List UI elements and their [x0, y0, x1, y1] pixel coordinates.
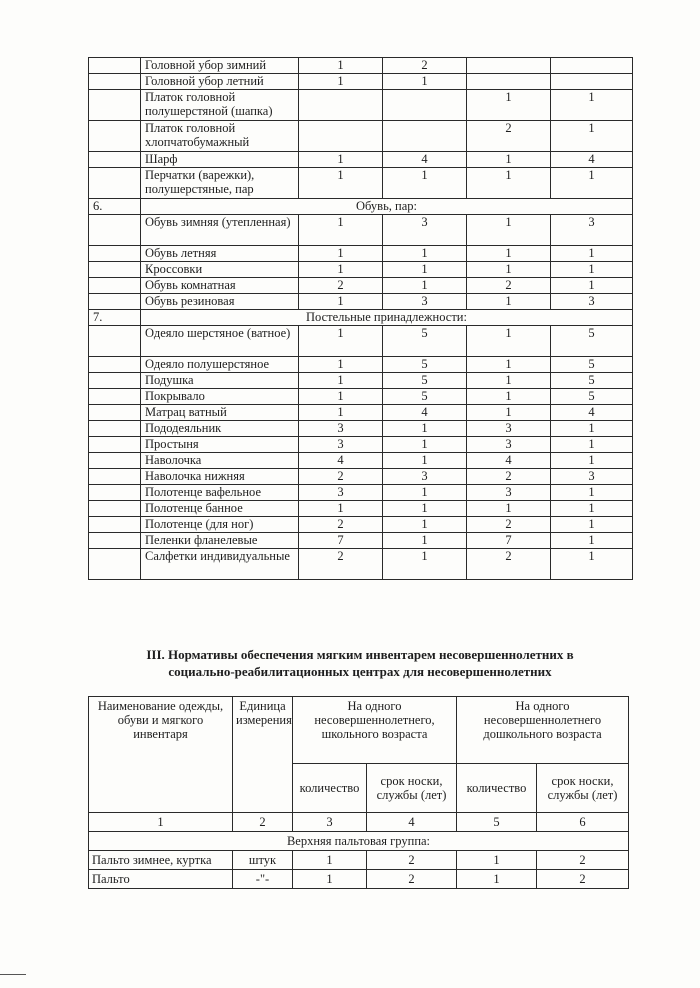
row-number — [89, 405, 141, 421]
item-value: 2 — [467, 121, 551, 152]
item-value: 1 — [551, 90, 633, 121]
item-value: 3 — [551, 294, 633, 310]
table-row — [89, 262, 633, 278]
header-unit: Единица измерения — [233, 697, 293, 813]
item-unit: -"- — [233, 870, 293, 889]
row-number — [89, 549, 141, 580]
section-number: 7. — [89, 310, 141, 326]
item-value: 1 — [299, 74, 383, 90]
item-value: 1 — [467, 389, 551, 405]
social-rehab-norms-table — [88, 696, 629, 889]
row-number — [89, 168, 141, 199]
table-row — [89, 152, 633, 168]
item-name: Пальто зимнее, куртка — [89, 851, 233, 870]
row-number — [89, 437, 141, 453]
table-row — [89, 501, 633, 517]
item-value: 1 — [551, 246, 633, 262]
item-value: 1 — [299, 58, 383, 74]
row-number — [89, 262, 141, 278]
item-value: 1 — [467, 152, 551, 168]
table-row — [89, 549, 633, 580]
item-name: Полотенце банное — [141, 501, 299, 517]
col-num: 3 — [293, 813, 367, 832]
item-value: 1 — [383, 549, 467, 580]
table-row — [89, 326, 633, 357]
col-num: 6 — [537, 813, 629, 832]
row-number — [89, 121, 141, 152]
item-value: 1 — [299, 168, 383, 199]
item-name: Шарф — [141, 152, 299, 168]
item-value: 3 — [467, 485, 551, 501]
subheader-qty-preschool: количество — [457, 764, 537, 813]
item-value: 1 — [299, 373, 383, 389]
item-value: 1 — [551, 168, 633, 199]
item-name: Обувь зимняя (утепленная) — [141, 215, 299, 246]
item-value: 2 — [367, 870, 457, 889]
item-value: 1 — [467, 168, 551, 199]
row-number — [89, 90, 141, 121]
item-name: Полотенце (для ног) — [141, 517, 299, 533]
item-value — [299, 121, 383, 152]
row-number — [89, 278, 141, 294]
row-number — [89, 215, 141, 246]
table-row — [89, 517, 633, 533]
item-value: 2 — [367, 851, 457, 870]
section-number: 6. — [89, 199, 141, 215]
item-value: 1 — [467, 90, 551, 121]
table-row — [89, 453, 633, 469]
item-value: 1 — [299, 501, 383, 517]
item-value: 1 — [467, 294, 551, 310]
section-title: Обувь, пар: — [141, 199, 633, 215]
row-number — [89, 357, 141, 373]
row-number — [89, 74, 141, 90]
item-value — [299, 90, 383, 121]
subheader-qty-school: количество — [293, 764, 367, 813]
item-name: Головной убор летний — [141, 74, 299, 90]
item-value: 1 — [551, 517, 633, 533]
item-name: Покрывало — [141, 389, 299, 405]
table-row — [89, 421, 633, 437]
item-value: 2 — [537, 870, 629, 889]
item-value: 4 — [383, 405, 467, 421]
item-value: 1 — [383, 421, 467, 437]
subheader-term-school: срок носки, службы (лет) — [367, 764, 457, 813]
item-value: 4 — [551, 405, 633, 421]
item-value: 3 — [467, 421, 551, 437]
item-value: 1 — [299, 357, 383, 373]
item-value: 1 — [383, 517, 467, 533]
item-value — [383, 121, 467, 152]
item-name: Одеяло полушерстяное — [141, 357, 299, 373]
header-row — [89, 697, 629, 764]
clothing-norms-table-continued — [88, 57, 633, 580]
table-row — [89, 246, 633, 262]
item-name: Перчатки (варежки), полушерстяные, пар — [141, 168, 299, 199]
table-row — [89, 533, 633, 549]
group-title: Верхняя пальтовая группа: — [89, 832, 629, 851]
heading-line-1: III. Нормативы обеспечения мягким инвентарем несовершеннолетних в — [146, 647, 574, 662]
header-school-age: На одного несовершеннолетнего, школьного возраста — [293, 697, 457, 764]
item-value: 3 — [551, 215, 633, 246]
table-row — [89, 168, 633, 199]
item-value: 1 — [293, 870, 367, 889]
item-name: Обувь резиновая — [141, 294, 299, 310]
col-num: 2 — [233, 813, 293, 832]
item-value: 2 — [467, 549, 551, 580]
row-number — [89, 326, 141, 357]
item-value: 5 — [383, 357, 467, 373]
table-row — [89, 357, 633, 373]
item-value: 3 — [299, 485, 383, 501]
item-name: Головной убор зимний — [141, 58, 299, 74]
table-row — [89, 485, 633, 501]
item-name: Платок головной хлопчатобумажный — [141, 121, 299, 152]
item-value: 7 — [299, 533, 383, 549]
item-value — [467, 74, 551, 90]
item-name: Подушка — [141, 373, 299, 389]
item-value: 1 — [383, 453, 467, 469]
item-value: 4 — [467, 453, 551, 469]
item-value: 1 — [551, 485, 633, 501]
row-number — [89, 533, 141, 549]
item-name: Пододеяльник — [141, 421, 299, 437]
item-value: 3 — [551, 469, 633, 485]
item-value: 1 — [299, 262, 383, 278]
table-row — [89, 437, 633, 453]
item-name: Салфетки индивидуальные — [141, 549, 299, 580]
item-value: 3 — [383, 215, 467, 246]
item-value: 1 — [383, 262, 467, 278]
item-value: 1 — [467, 215, 551, 246]
item-value: 3 — [299, 437, 383, 453]
item-value: 1 — [299, 152, 383, 168]
item-value: 2 — [299, 278, 383, 294]
table-row — [89, 405, 633, 421]
subheader-term-preschool: срок носки, службы (лет) — [537, 764, 629, 813]
item-value: 1 — [383, 168, 467, 199]
section-row — [89, 310, 633, 326]
item-value: 1 — [299, 405, 383, 421]
group-row — [89, 832, 629, 851]
row-number — [89, 58, 141, 74]
table-row — [89, 58, 633, 74]
row-number — [89, 421, 141, 437]
row-number — [89, 469, 141, 485]
item-value: 1 — [457, 870, 537, 889]
table-row — [89, 121, 633, 152]
row-number — [89, 501, 141, 517]
item-value — [551, 74, 633, 90]
item-value: 5 — [551, 389, 633, 405]
item-name: Матрац ватный — [141, 405, 299, 421]
item-value: 5 — [383, 326, 467, 357]
row-number — [89, 453, 141, 469]
header-preschool-age: На одного несовершеннолетнего дошкольного возраста — [457, 697, 629, 764]
item-name: Одеяло шерстяное (ватное) — [141, 326, 299, 357]
row-number — [89, 294, 141, 310]
item-value: 1 — [467, 405, 551, 421]
table-row — [89, 389, 633, 405]
item-value: 1 — [467, 246, 551, 262]
item-value: 1 — [467, 262, 551, 278]
item-name: Пеленки фланелевые — [141, 533, 299, 549]
item-value: 1 — [551, 421, 633, 437]
item-value: 5 — [551, 326, 633, 357]
item-value: 1 — [467, 357, 551, 373]
table-row — [89, 851, 629, 870]
table-row — [89, 870, 629, 889]
margin-mark — [0, 974, 26, 975]
item-value: 1 — [551, 533, 633, 549]
item-value: 5 — [551, 373, 633, 389]
item-value: 5 — [383, 373, 467, 389]
item-value: 1 — [383, 533, 467, 549]
item-value: 2 — [467, 517, 551, 533]
table-row — [89, 90, 633, 121]
item-name: Наволочка — [141, 453, 299, 469]
item-name: Обувь летняя — [141, 246, 299, 262]
item-value: 3 — [467, 437, 551, 453]
item-value: 3 — [383, 294, 467, 310]
col-num: 5 — [457, 813, 537, 832]
item-value: 1 — [551, 278, 633, 294]
header-name: Наименование одежды, обуви и мягкого инвентаря — [89, 697, 233, 813]
row-number — [89, 152, 141, 168]
item-value: 1 — [551, 453, 633, 469]
item-value: 4 — [299, 453, 383, 469]
row-number — [89, 389, 141, 405]
col-num: 1 — [89, 813, 233, 832]
table-row — [89, 294, 633, 310]
section-heading — [100, 646, 620, 680]
item-value: 1 — [467, 373, 551, 389]
item-name: Кроссовки — [141, 262, 299, 278]
item-name: Простыня — [141, 437, 299, 453]
item-name: Обувь комнатная — [141, 278, 299, 294]
item-value: 7 — [467, 533, 551, 549]
item-value: 1 — [299, 215, 383, 246]
row-number — [89, 373, 141, 389]
item-value: 1 — [383, 278, 467, 294]
item-value: 1 — [293, 851, 367, 870]
item-value: 1 — [551, 262, 633, 278]
item-value — [551, 58, 633, 74]
item-value: 1 — [551, 121, 633, 152]
item-value: 5 — [383, 389, 467, 405]
item-value: 2 — [383, 58, 467, 74]
item-value: 1 — [551, 437, 633, 453]
table-row — [89, 215, 633, 246]
section-row — [89, 199, 633, 215]
item-value: 1 — [551, 549, 633, 580]
item-value: 1 — [299, 294, 383, 310]
item-value: 1 — [551, 501, 633, 517]
item-value: 1 — [383, 437, 467, 453]
item-value: 3 — [383, 469, 467, 485]
item-value: 2 — [299, 549, 383, 580]
item-value: 1 — [383, 246, 467, 262]
item-value: 2 — [467, 278, 551, 294]
item-value: 5 — [551, 357, 633, 373]
item-value — [467, 58, 551, 74]
table-row — [89, 469, 633, 485]
item-value: 1 — [383, 74, 467, 90]
item-value: 2 — [299, 469, 383, 485]
item-value: 1 — [467, 501, 551, 517]
item-name: Пальто — [89, 870, 233, 889]
item-value: 3 — [299, 421, 383, 437]
item-value: 2 — [467, 469, 551, 485]
item-value: 1 — [467, 326, 551, 357]
item-value: 1 — [299, 389, 383, 405]
item-value: 1 — [457, 851, 537, 870]
item-value: 2 — [299, 517, 383, 533]
table-row — [89, 278, 633, 294]
heading-line-2: социально-реабилитационных центрах для несовершеннолетних — [168, 664, 552, 679]
item-value: 2 — [537, 851, 629, 870]
item-name: Платок головной полушерстяной (шапка) — [141, 90, 299, 121]
row-number — [89, 246, 141, 262]
section-title: Постельные принадлежности: — [141, 310, 633, 326]
row-number — [89, 517, 141, 533]
row-number — [89, 485, 141, 501]
item-value: 4 — [551, 152, 633, 168]
item-value: 1 — [383, 501, 467, 517]
table-row — [89, 373, 633, 389]
table-row — [89, 74, 633, 90]
column-number-row — [89, 813, 629, 832]
item-unit: штук — [233, 851, 293, 870]
item-name: Полотенце вафельное — [141, 485, 299, 501]
col-num: 4 — [367, 813, 457, 832]
item-value: 1 — [383, 485, 467, 501]
item-value: 1 — [299, 246, 383, 262]
item-value: 4 — [383, 152, 467, 168]
item-value: 1 — [299, 326, 383, 357]
item-name: Наволочка нижняя — [141, 469, 299, 485]
item-value — [383, 90, 467, 121]
